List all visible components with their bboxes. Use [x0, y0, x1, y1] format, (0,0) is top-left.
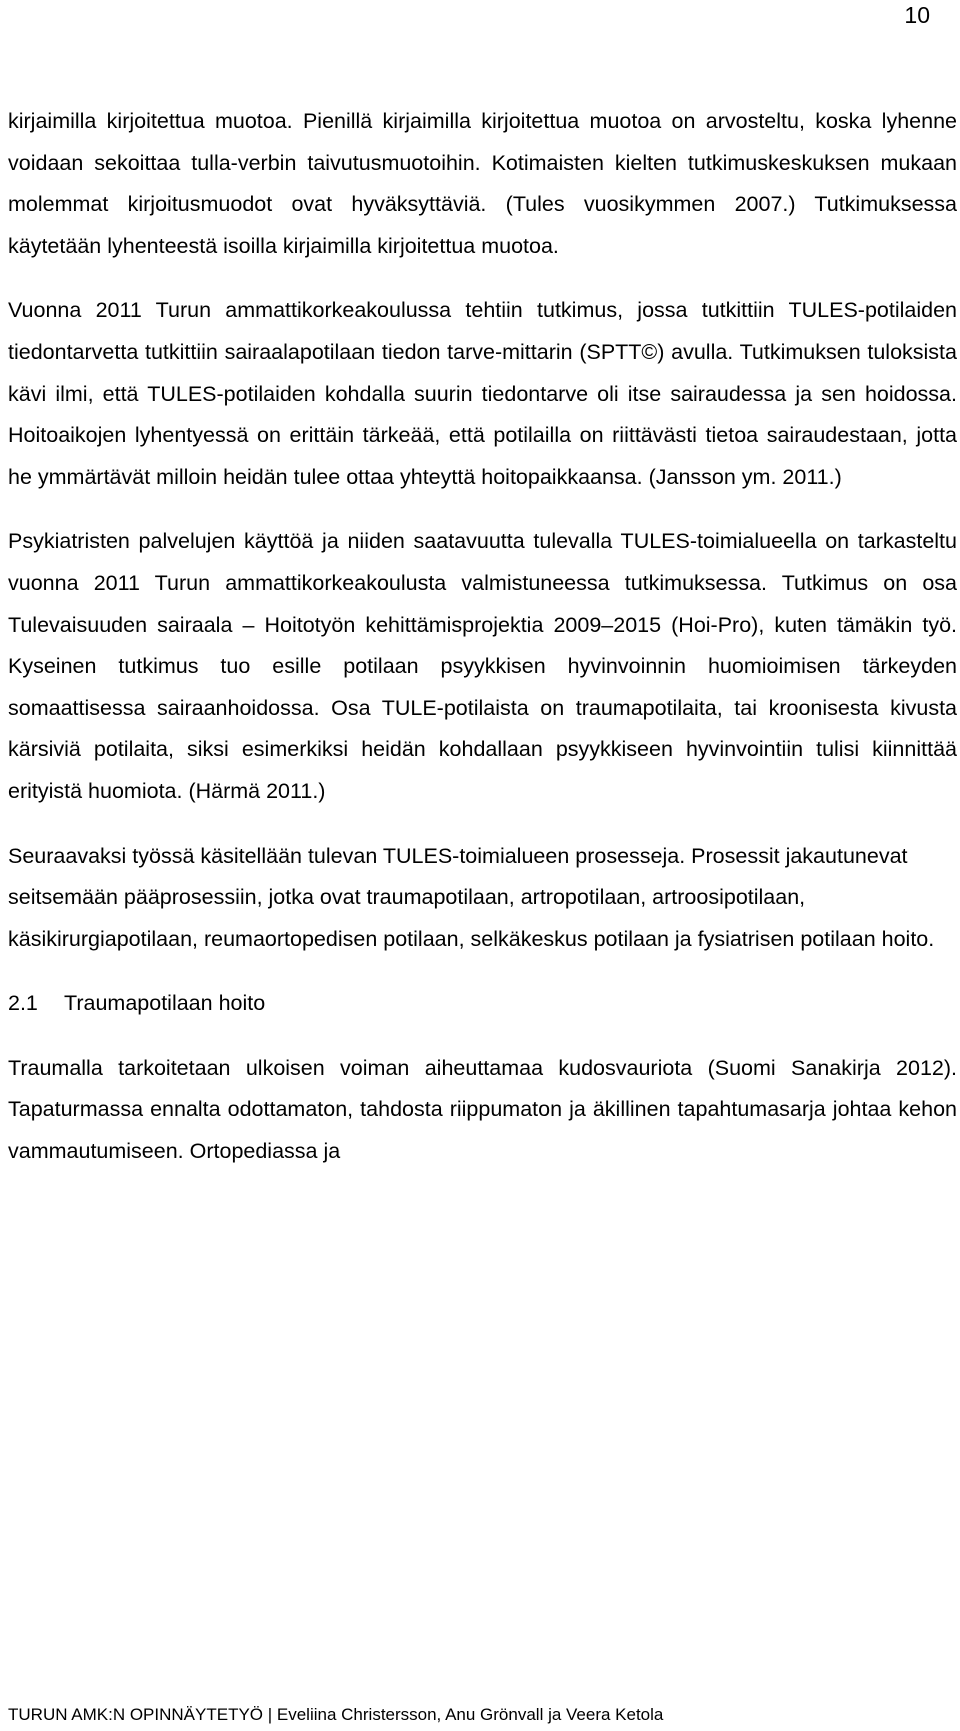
paragraph-processes: Seuraavaksi työssä käsitellään tulevan TULES-toimialueen prosesseja. Prosessit jakautunevat seitsemään pääprosessiin, jotka ovat traumapotilaan, artropotilaan, artroosipotilaan, käsikirurgiapotilaan, reumaortopedisen potilaan, selkäkeskus potilaan ja fysiatrisen potilaan hoito.	[8, 843, 935, 951]
document-body	[8, 101, 957, 1196]
page-footer: TURUN AMK:N OPINNÄYTETYÖ | Eveliina Christersson, Anu Grönvall ja Veera Ketola	[8, 1705, 664, 1724]
section-title: Traumapotilaan hoito	[64, 991, 266, 1016]
section-number: 2.1	[8, 991, 38, 1016]
page-number: 10	[904, 2, 930, 28]
paragraph-psychiatric-services: Psykiatristen palvelujen käyttöä ja niiden saatavuutta tulevalla TULES-toimialueella on tarkasteltu vuonna 2011 Turun ammattikorkeakoulusta valmistuneessa tutkimuksessa. Tutkimus on osa Tulevaisuuden sairaala – Hoitotyön kehittämisprojektia 2009–2015 (Hoi-Pro), kuten tämäkin työ. Kyseinen tutkimus tuo esille potilaan psyykkisen hyvinvoinnin huomioimisen tärkeyden somaattisessa sairaanhoidossa. Osa TULE-potilaista on traumapotilaita, tai kroonisesta kivusta kärsiviä potilaita, siksi esimerkiksi heidän kohdallaan psyykkiseen hyvinvointiin tulisi kiinnittää erityistä huomiota. (Härmä 2011.)	[8, 529, 957, 803]
paragraph-information-needs-study: Vuonna 2011 Turun ammattikorkeakoulussa tehtiin tutkimus, jossa tutkittiin TULES-potilaiden tiedontarvetta tutkittiin sairaalapotilaan tiedon tarve-mittarin (SPTT©) avulla. Tutkimuksen tuloksista kävi ilmi, että TULES-potilaiden kohdalla suurin tiedontarve oli itse sairaudessa ja sen hoidossa. Hoitoaikojen lyhentyessä on erittäin tärkeää, että potilailla on riittävästi tietoa sairaudestaan, jotta he ymmärtävät milloin heidän tulee ottaa yhteyttä hoitopaikkaansa. (Jansson ym. 2011.)	[8, 298, 957, 489]
paragraph-trauma-definition: Traumalla tarkoitetaan ulkoisen voiman aiheuttamaa kudosvauriota (Suomi Sanakirja 2012). Tapaturmassa ennalta odottamaton, tahdosta riippumaton ja äkillinen tapahtumasarja johtaa kehon vammautumiseen. Ortopediassa ja	[8, 1055, 957, 1164]
paragraph-tules-abbreviation: kirjaimilla kirjoitettua muotoa. Pienillä kirjaimilla kirjoitettua muotoa on arvosteltu, koska lyhenne voidaan sekoittaa tulla-verbin taivutusmuotoihin. Kotimaisten kielten tutkimuskeskuksen mukaan molemmat kirjoitusmuodot ovat hyväksyttäviä. (Tules vuosikymmen 2007.) Tutkimuksessa käytetään lyhenteestä isoilla kirjaimilla kirjoitettua muotoa.	[8, 109, 957, 258]
section-heading	[8, 983, 957, 1025]
